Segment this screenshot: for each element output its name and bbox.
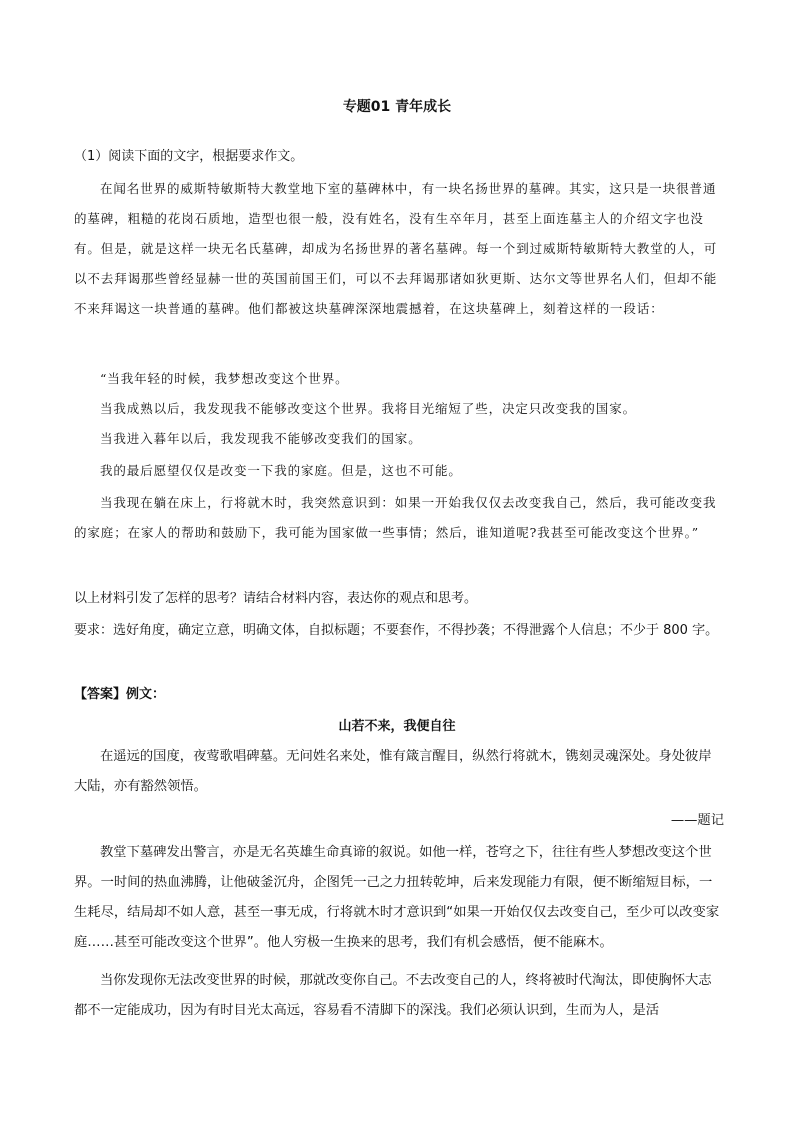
prompt-intro: （1）阅读下面的文字，根据要求作文。 [74, 149, 304, 164]
essay-title: 山若不来，我便自往 [338, 719, 456, 734]
requirement-text: 要求：选好角度，确定立意，明确文体，自拟标题；不要套作，不得抄袭；不得泄露个人信息；不少于 800 字。 [74, 623, 719, 638]
essay-paragraph: 当你发现你无法改变世界的时候，那就改变你自己。不去改变自己的人，终将被时代淘汰，即使胸怀大志都不一定能成功，因为有时目光太高远，容易看不清脚下的深浅。我们必须认识到，生而为人，是活 [74, 973, 712, 1018]
answer-label: 【答案】例文： [74, 687, 166, 702]
essay-paragraph: 在遥远的国度，夜莺歌唱碑墓。无问姓名来处，惟有箴言醒目，纵然行将就木，镌刻灵魂深处。身处彼岸大陆，亦有豁然领悟。 [74, 749, 712, 794]
material-quote: “当我年轻的时候，我梦想改变这个世界。 [100, 371, 349, 386]
material-quote: 当我成熟以后，我发现我不能够改变这个世界。我将目光缩短了些，决定只改变我的国家。 [100, 401, 637, 416]
material-quote: 我的最后愿望仅仅是改变一下我的家庭。但是，这也不可能。 [100, 463, 462, 478]
question-text: 以上材料引发了怎样的思考？请结合材料内容，表达你的观点和思考。 [74, 591, 478, 606]
material-paragraph: 在闻名世界的威斯特敏斯特大教堂地下室的墓碑林中，有一块名扬世界的墓碑。其实，这只是一块很普通的墓碑，粗糙的花岗石质地，造型也很一般，没有姓名，没有生卒年月，甚至上面连墓主人的介绍文字也没有。但是，就是这样一块无名氏墓碑，却成为名扬世界的著名墓碑。每一个到过威斯特敏斯特大教堂的人，可以不去拜谒那些曾经显赫一世的英国前国王们，可以不去拜谒那诸如狄更斯、达尔文等世界名人们，但却不能不来拜谒这一块普通的墓碑。他们都被这块墓碑深深地震撼着，在这块墓碑上，刻着这样的一段话： [74, 181, 718, 316]
material-quote: 当我现在躺在床上，行将就木时，我突然意识到：如果一开始我仅仅去改变我自己，然后，我可能改变我的家庭；在家人的帮助和鼓励下，我可能为国家做一些事情；然后，谁知道呢?我甚至可能改变这个世界。” [74, 495, 717, 540]
essay-paragraph: 教堂下墓碑发出警言，亦是无名英雄生命真谛的叙说。如他一样，苍穹之下，往往有些人梦想改变这个世界。一时间的热血沸腾，让他破釜沉舟，企图凭一己之力扭转乾坤，后来发现能力有限，便不断缩短目标，一生耗尽，结局却不如人意，甚至一事无成，行将就木时才意识到“如果一开始仅仅去改变自己，至少可以改变家庭……甚至可能改变这个世界”。他人穷极一生换来的思考，我们有机会感悟，便不能麻木。 [74, 845, 720, 950]
material-quote: 当我进入暮年以后，我发现我不能够改变我们的国家。 [100, 431, 422, 446]
page-title: 专题01 青年成长 [342, 99, 452, 115]
essay-signature: ——题记 [670, 813, 724, 828]
